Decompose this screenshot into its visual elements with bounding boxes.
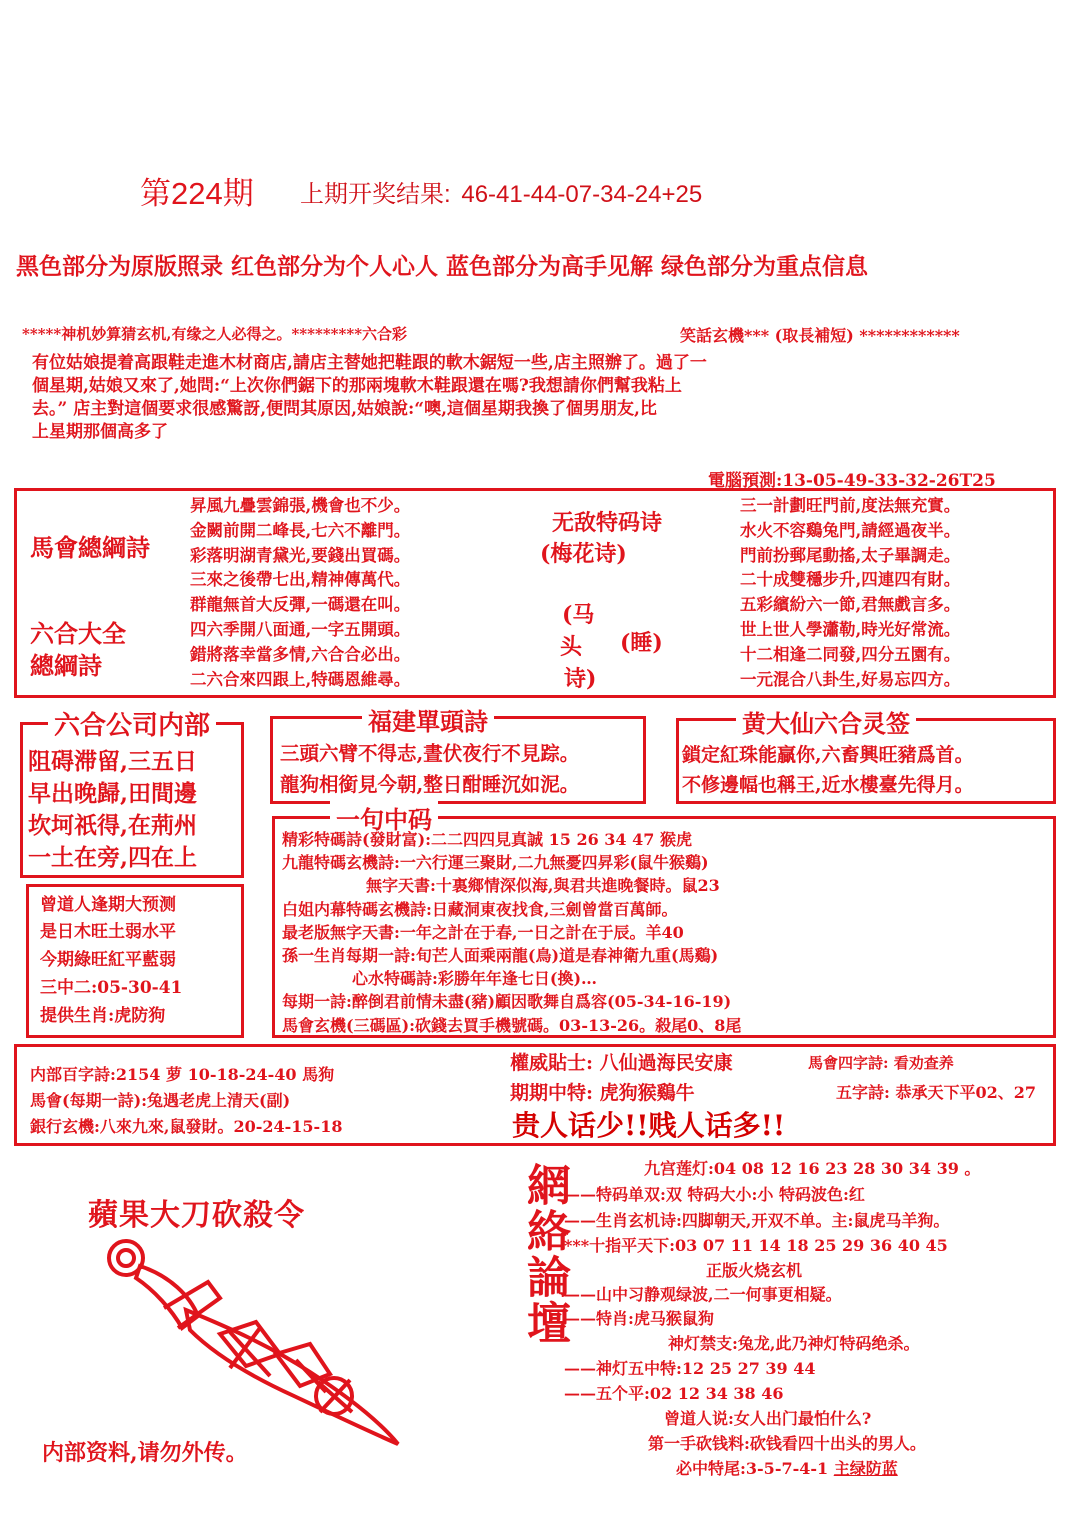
poems-right-column: [740, 494, 960, 692]
dagger-icon: [80, 1236, 440, 1456]
poem-line: 五彩繽紛六一節,君無戲言多。: [740, 595, 961, 615]
yiju-line: 心水特碼詩:彩勝年年逢七日(換)…: [352, 969, 598, 989]
center-note-horse: (马: [562, 602, 595, 628]
fujian-line: 龍狗相銜見今朝,整日酣睡沉如泥。: [280, 773, 580, 796]
fujian-title: 福建單頭詩: [362, 702, 494, 737]
yiju-line: 精彩特碼詩(發財富):二二四四見真誠 15 26 34 47 猴虎: [282, 830, 692, 849]
tail-note: 主绿防蓝: [833, 1459, 898, 1478]
tip-label: 權威貼士:: [510, 1052, 594, 1074]
poem-line: 水火不容鷄兔門,請經過夜半。: [740, 520, 961, 540]
forum-tail-line: [676, 1456, 898, 1479]
poem-title-sub-a: 六合大全: [30, 619, 126, 648]
center-note-head: 头: [560, 634, 583, 660]
yiju-line: 馬會玄機(三碼區):砍錢去買手機號碼。03-13-26。殺尾0、8尾: [282, 1015, 742, 1035]
joke-line: 去。” 店主對這個要求很感驚訝,便問其原因,姑娘說:“噢,這個星期我換了個男朋友,比: [32, 399, 657, 419]
tip-value: 八仙過海民安康: [599, 1052, 733, 1074]
poem-line: 二六合來四跟上,特碼恩維尋。: [190, 669, 411, 689]
poem-line: 金闕前開二峰長,七六不離門。: [190, 520, 411, 540]
five-value: 恭承天下平02、27: [895, 1083, 1037, 1102]
forum-line: 神灯禁支:兔龙,此乃神灯特码绝杀。: [668, 1334, 920, 1353]
company-line: 一土在旁,四在上: [28, 844, 198, 871]
poem-line: 一元混合八卦生,好易忘四方。: [740, 669, 961, 689]
zengdao-line: 今期綠旺紅平藍弱: [40, 950, 176, 970]
yiju-lines: [282, 828, 741, 1037]
four-char-poem: [808, 1052, 954, 1073]
poem-line: 三一計劃旺門前,度法無充實。: [740, 496, 961, 515]
every-label: 期期中特:: [510, 1082, 594, 1104]
forum-line: ——五个平:02 12 34 38 46: [564, 1384, 784, 1403]
poem-line: 門前扮郵尾動搖,太子畢調走。: [740, 545, 961, 565]
apple-footer: 内部资料,请勿外传。: [42, 1440, 248, 1466]
zengdao-line: 三中二:05-30-41: [40, 978, 183, 998]
yiju-title: 一句中码: [330, 800, 438, 835]
every-value: 虎狗猴鷄牛: [599, 1082, 695, 1104]
forum-line: ***十指平天下:03 07 11 14 18 25 29 36 40 45: [564, 1236, 948, 1255]
poem-line: 彩落明湖青黛光,要錢出買碼。: [190, 545, 411, 565]
issue-number: 第224期: [140, 176, 254, 211]
forum-line: 正版火烧玄机: [706, 1261, 803, 1280]
poem-line: 昇風九疊雲錦張,機會也不少。: [190, 496, 411, 515]
poem-line: 十二相逢二同發,四分五園有。: [740, 644, 961, 664]
yiju-line: 九龍特碼玄機詩:一六行運三聚財,二九無憂四昇彩(鼠牛猴鷄): [282, 853, 709, 873]
yiju-line: 白姐内幕特碼玄機詩:日藏洞東夜找食,三劍曾當百萬師。: [282, 899, 678, 919]
header: [140, 168, 254, 213]
result-label: 上期开奖结果:: [300, 181, 451, 208]
zengdao-lines: [40, 918, 182, 1030]
internal-lines: [30, 1062, 342, 1140]
center-poem-subtitle: (梅花诗): [540, 541, 627, 567]
center-note-sleep: (睡): [620, 630, 663, 656]
company-line: 坎坷祇得,在荊州: [28, 812, 198, 839]
five-label: 五字詩:: [836, 1083, 890, 1102]
center-poem-title: 无敌特码诗: [552, 510, 663, 536]
four-label: 馬會四字詩:: [808, 1054, 889, 1072]
huang-line: 鎖定紅珠能贏你,六畜興旺豬爲首。: [682, 744, 974, 766]
poem-title-main: 馬會總綱詩: [30, 533, 150, 562]
forum-line: 第一手砍钱料:砍钱看四十出头的男人。: [648, 1434, 926, 1453]
forum-line-lamp: 九宫莲灯:04 08 12 16 23 28 30 34 39 。: [644, 1159, 981, 1178]
poem-line: 世上世人學瀟勒,時光好常流。: [740, 619, 961, 639]
forum-title: 網絡論壇: [519, 1162, 570, 1346]
apple-title: 蘋果大刀砍殺令: [88, 1198, 305, 1233]
poem-line: 錯將落幸當多情,六合合必出。: [190, 644, 411, 664]
yiju-line: 孫一生肖每期一詩:旬芒人面乘兩龍(鳥)道是春神衛九重(馬鷄): [282, 946, 719, 966]
legend-line: 黑色部分为原版照录 红色部分为个人心人 蓝色部分为高手见解 绿色部分为重点信息: [16, 254, 869, 280]
yiju-line: 最老版無字天書:一年之計在于春,一日之計在于辰。羊40: [282, 922, 684, 942]
forum-line: ——神灯五中特:12 25 27 39 44: [564, 1359, 816, 1378]
yiju-line: 每期一詩:醉倒君前情未盡(豬)顧因歌舞自爲容(05-34-16-19): [282, 992, 732, 1012]
poem-line: 群龍無首大反彈,一碼還在叫。: [190, 595, 411, 615]
zengdao-title: 曾道人逢期大预测: [40, 895, 176, 915]
poem-line: 二十成雙穩步升,四連四有財。: [740, 570, 961, 590]
joke-header-right: 笑話玄機*** (取長補短) ************: [680, 326, 960, 345]
joke-header-left: *****神机妙算猜玄机,有缘之人必得之。*********六合彩: [22, 325, 408, 343]
four-value: 看劝查养: [893, 1054, 954, 1072]
tail-numbers: 必中特尾:3-5-7-4-1: [676, 1459, 829, 1478]
internal-line: 銀行玄機:八來九來,鼠發財。20-24-15-18: [30, 1117, 343, 1136]
company-lines: [28, 746, 197, 874]
company-title: 六合公司内部: [48, 705, 216, 742]
poem-title-sub-b: 總綱詩: [30, 651, 102, 680]
poems-left-column: [190, 494, 410, 692]
center-note-poem: 诗): [564, 666, 597, 692]
result-value: 46-41-44-07-34-24+25: [461, 181, 703, 208]
slogan: 贵人话少!!贱人话多!!: [512, 1109, 786, 1142]
forum-line: ——特码单双:双 特码大小:小 特码波色:红: [564, 1185, 865, 1204]
forum-line: ——特肖:虎马猴鼠狗: [564, 1309, 714, 1328]
poem-line: 三來之後帶七出,精神傳萬代。: [190, 570, 411, 590]
joke-line: 上星期那個高多了: [32, 422, 168, 442]
forum-line: ——生肖玄机诗:四脚朝天,开双不单。主:鼠虎马羊狗。: [564, 1211, 950, 1230]
last-result: [300, 174, 702, 209]
zengdao-line: 提供生肖:虎防狗: [40, 1006, 166, 1026]
computer-forecast: 電腦預測:13-05-49-33-32-26T25: [708, 471, 996, 491]
internal-line: 馬會(每期一詩):兔遇老虎上清天(副): [30, 1091, 291, 1110]
zengdao-line: 是日木旺土弱水平: [40, 922, 176, 942]
huang-lines: [682, 740, 974, 800]
company-line: 早出晚歸,田間邊: [28, 780, 198, 807]
internal-line: 内部百字詩:2154 萝 10-18-24-40 馬狗: [30, 1065, 335, 1084]
huang-title: 黄大仙六合灵签: [736, 704, 916, 739]
company-line: 阻碍滞留,三五日: [28, 748, 198, 775]
every-issue: [510, 1078, 695, 1105]
joke-line: 個星期,姑娘又來了,她問:“上次你們鋸下的那兩塊軟木鞋跟還在嗎?我想請你們幫我粘上: [32, 376, 682, 396]
authority-tip: [510, 1048, 733, 1075]
huang-line: 不修邊幅也稱王,近水樓臺先得月。: [682, 774, 974, 796]
poem-line: 四六季開八面通,一字五開頭。: [190, 619, 411, 639]
joke-body: [32, 352, 1072, 444]
yiju-line: 無字天書:十裏鄉情深似海,與君共進晚餐時。鼠23: [366, 876, 720, 896]
five-char-poem: [836, 1080, 1036, 1103]
joke-line: 有位姑娘提着高跟鞋走進木材商店,請店主替她把鞋跟的軟木鋸短一些,店主照辦了。過了一: [32, 353, 707, 373]
forum-line: ——山中习静观绿波,二一何事更相疑。: [564, 1285, 842, 1304]
forum-line: 曾道人说:女人出门最怕什么?: [664, 1409, 872, 1428]
fujian-lines: [280, 738, 579, 800]
dagger-illustration: [80, 1236, 440, 1456]
fujian-line: 三頭六臂不得志,晝伏夜行不見踪。: [280, 742, 580, 765]
